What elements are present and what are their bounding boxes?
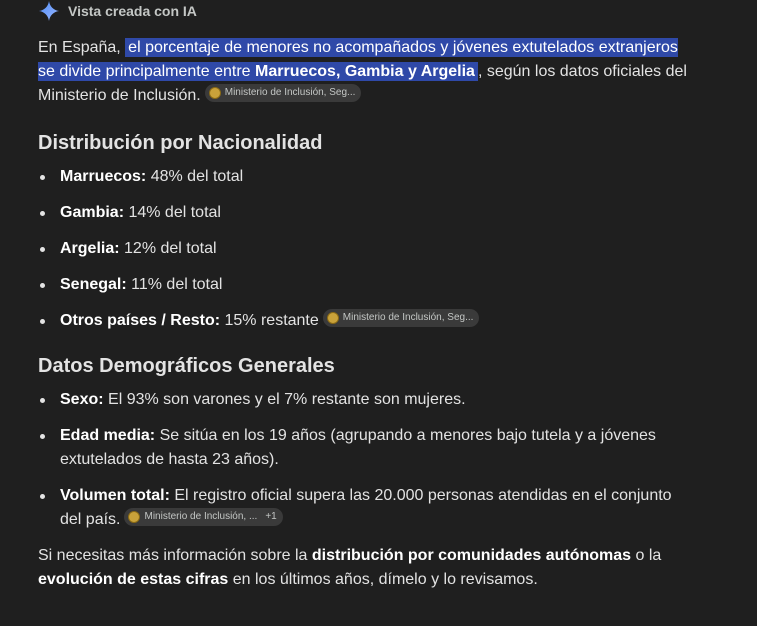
list-item [38, 388, 688, 412]
nationality-list [38, 165, 688, 333]
item-label: Edad media: [60, 427, 156, 444]
item-label: Gambia: [60, 204, 125, 221]
ai-overview-content [38, 36, 688, 592]
intro-prefix: En España, [38, 39, 126, 56]
source-chip-more-count: +1 [265, 511, 277, 522]
ministry-seal-icon [209, 87, 221, 99]
intro-highlight-countries: Marruecos, Gambia y Argelia [255, 63, 475, 80]
list-item [38, 484, 688, 532]
item-label: Senegal: [60, 276, 127, 293]
ai-overview-header [38, 0, 197, 22]
list-item [38, 165, 688, 189]
list-item [38, 273, 688, 297]
closing-part2: o la [631, 547, 662, 564]
intro-suffix: , según los datos oficiales del Ministerio de Inclusión. [38, 63, 687, 104]
bullet-icon [40, 175, 45, 180]
intro-highlight-text: el porcentaje de menores no acompañados y jóvenes extutelados extranjeros se divide principalmente entre [38, 39, 678, 80]
bullet-icon [40, 247, 45, 252]
bullet-icon [40, 211, 45, 216]
source-chip[interactable] [124, 508, 282, 526]
bullet-icon [40, 398, 45, 403]
item-text: 14% del total [124, 204, 221, 221]
list-item [38, 201, 688, 225]
closing-bold1: distribución por comunidades autónomas [311, 547, 632, 564]
list-item [38, 309, 688, 333]
source-chip-label: Ministerio de Inclusión, Seg... [342, 312, 474, 323]
source-chip[interactable] [205, 84, 362, 102]
item-text: 15% restante [220, 312, 319, 329]
item-label: Volumen total: [60, 487, 170, 504]
item-text: El registro oficial supera las 20.000 personas atendidas en el conjunto del país. [60, 487, 672, 528]
bullet-icon [40, 494, 45, 499]
closing-part3: en los últimos años, dímelo y lo revisamos. [228, 571, 538, 588]
source-chip-label: Ministerio de Inclusión, ... [144, 511, 258, 522]
item-label: Argelia: [60, 240, 120, 257]
intro-paragraph [38, 36, 688, 108]
source-chip[interactable] [323, 309, 480, 327]
closing-bold2: evolución de estas cifras [38, 571, 229, 588]
ministry-seal-icon [327, 312, 339, 324]
item-label: Marruecos: [60, 168, 147, 185]
item-text: 11% del total [126, 276, 223, 293]
bullet-icon [40, 434, 45, 439]
item-text: El 93% son varones y el 7% restante son mujeres. [103, 391, 466, 408]
ai-overview-title: Vista creada con IA [68, 3, 197, 19]
list-item [38, 424, 688, 472]
bullet-icon [40, 283, 45, 288]
source-chip-label: Ministerio de Inclusión, Seg... [224, 87, 356, 98]
section-title-nationality: Distribución por Nacionalidad [38, 132, 323, 154]
list-item [38, 237, 688, 261]
gemini-spark-icon [38, 0, 60, 22]
ministry-seal-icon [128, 511, 140, 523]
item-label: Otros países / Resto: [60, 312, 221, 329]
item-label: Sexo: [60, 391, 104, 408]
closing-part1: Si necesitas más información sobre la [38, 547, 312, 564]
closing-paragraph [38, 544, 688, 592]
item-text: 48% del total [146, 168, 244, 185]
bullet-icon [40, 319, 45, 324]
section-title-demographics: Datos Demográficos Generales [38, 355, 335, 377]
demographics-list [38, 388, 688, 532]
item-text: 12% del total [119, 240, 217, 257]
item-text: Se sitúa en los 19 años (agrupando a menores bajo tutela y a jóvenes extutelados de hasta 23 años). [60, 427, 656, 468]
